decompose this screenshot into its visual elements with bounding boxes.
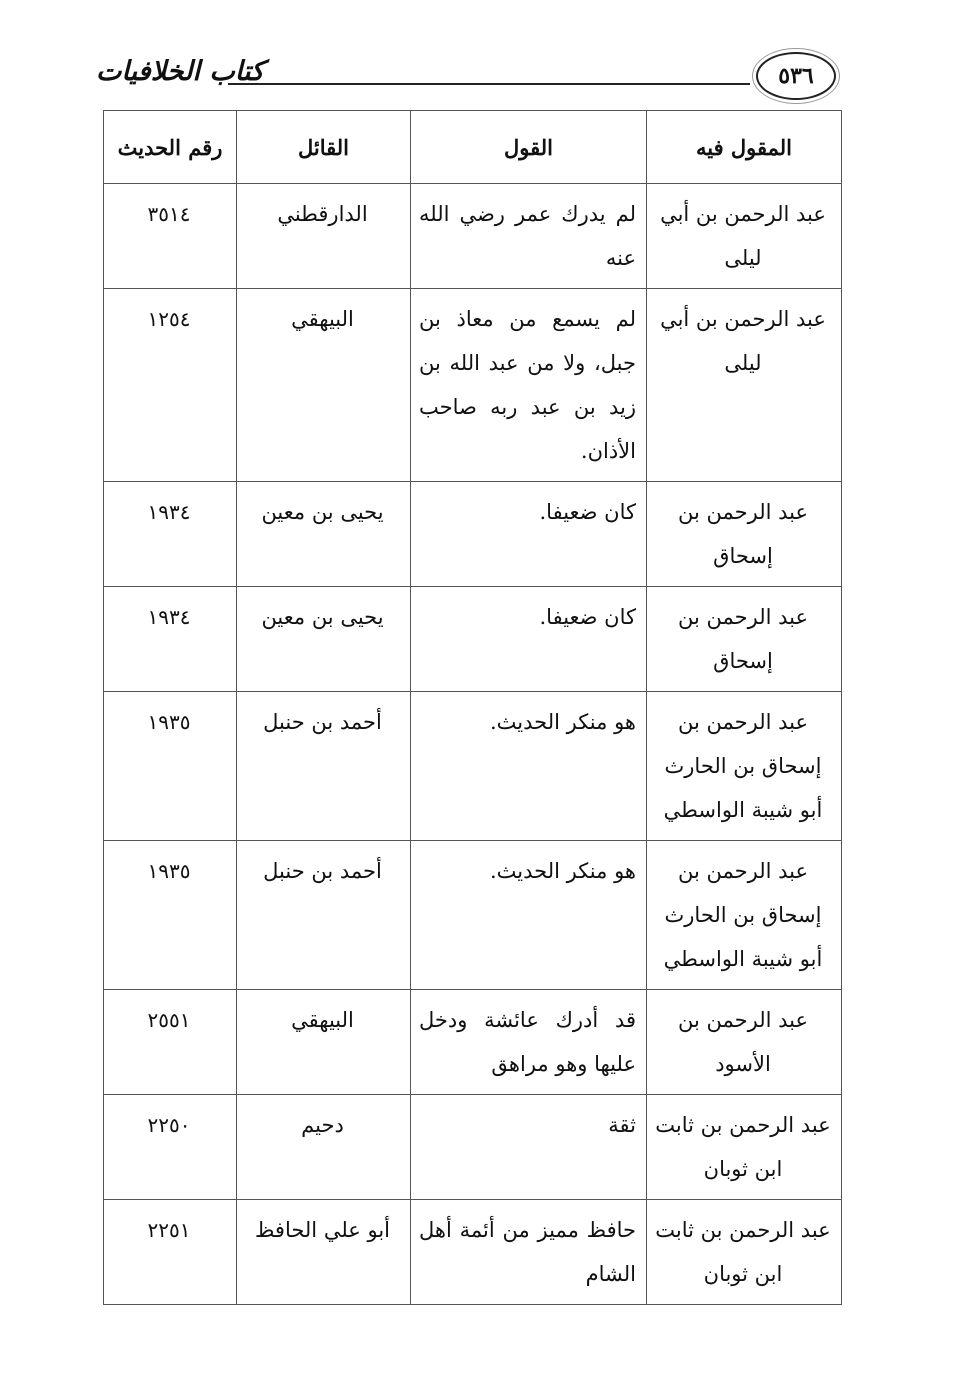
cell-saying: لم يدرك عمر رضي الله عنه [411, 184, 647, 289]
cell-saying: هو منكر الحديث. [411, 841, 647, 990]
cell-saying: كان ضعيفا. [411, 587, 647, 692]
cell-subject: عبد الرحمن بن أبي ليلى [647, 289, 842, 482]
cell-number: ١٩٣٤ [104, 587, 237, 692]
table-row [104, 587, 842, 692]
column-header-speaker: القائل [237, 111, 411, 184]
cell-saying: حافظ مميز من أئمة أهل الشام [411, 1200, 647, 1305]
cell-speaker: يحيى بن معين [237, 482, 411, 587]
narrators-table-container [104, 110, 842, 1305]
cell-speaker: البيهقي [237, 990, 411, 1095]
table-row [104, 289, 842, 482]
cell-number: ١٩٣٥ [104, 841, 237, 990]
cell-speaker: البيهقي [237, 289, 411, 482]
cell-saying: لم يسمع من معاذ بن جبل، ولا من عبد الله بن زيد بن عبد ربه صاحب الأذان. [411, 289, 647, 482]
page-header [96, 52, 836, 108]
cell-speaker: أبو علي الحافظ [237, 1200, 411, 1305]
cell-saying: كان ضعيفا. [411, 482, 647, 587]
cell-subject: عبد الرحمن بن ثابت ابن ثوبان [647, 1095, 842, 1200]
table-row [104, 841, 842, 990]
cell-subject: عبد الرحمن بن الأسود [647, 990, 842, 1095]
table-row [104, 1200, 842, 1305]
header-rule [228, 83, 750, 85]
cell-subject: عبد الرحمن بن إسحاق بن الحارث أبو شيبة الواسطي [647, 841, 842, 990]
cell-saying: ثقة [411, 1095, 647, 1200]
narrators-table [103, 110, 842, 1305]
cell-subject: عبد الرحمن بن ثابت ابن ثوبان [647, 1200, 842, 1305]
table-row [104, 1095, 842, 1200]
column-header-number: رقم الحديث [104, 111, 237, 184]
table-row [104, 184, 842, 289]
cell-speaker: أحمد بن حنبل [237, 692, 411, 841]
cell-speaker: دحيم [237, 1095, 411, 1200]
table-row [104, 990, 842, 1095]
cell-saying: هو منكر الحديث. [411, 692, 647, 841]
column-header-subject: المقول فيه [647, 111, 842, 184]
cell-saying: قد أدرك عائشة ودخل عليها وهو مراهق [411, 990, 647, 1095]
column-header-saying: القول [411, 111, 647, 184]
cell-number: ١٩٣٥ [104, 692, 237, 841]
cell-number: ٢٢٥١ [104, 1200, 237, 1305]
cell-subject: عبد الرحمن بن إسحاق [647, 587, 842, 692]
cell-number: ٢٢٥٠ [104, 1095, 237, 1200]
cell-number: ٢٥٥١ [104, 990, 237, 1095]
book-title: كتاب الخلافيات [96, 56, 265, 87]
cell-speaker: يحيى بن معين [237, 587, 411, 692]
cell-speaker: أحمد بن حنبل [237, 841, 411, 990]
cell-number: ١٩٣٤ [104, 482, 237, 587]
cell-subject: عبد الرحمن بن أبي ليلى [647, 184, 842, 289]
table-row [104, 692, 842, 841]
page-number-badge: ٥٣٦ [756, 52, 836, 100]
cell-subject: عبد الرحمن بن إسحاق [647, 482, 842, 587]
table-header-row [104, 111, 842, 184]
cell-number: ١٢٥٤ [104, 289, 237, 482]
table-row [104, 482, 842, 587]
cell-speaker: الدارقطني [237, 184, 411, 289]
cell-subject: عبد الرحمن بن إسحاق بن الحارث أبو شيبة الواسطي [647, 692, 842, 841]
cell-number: ٣٥١٤ [104, 184, 237, 289]
